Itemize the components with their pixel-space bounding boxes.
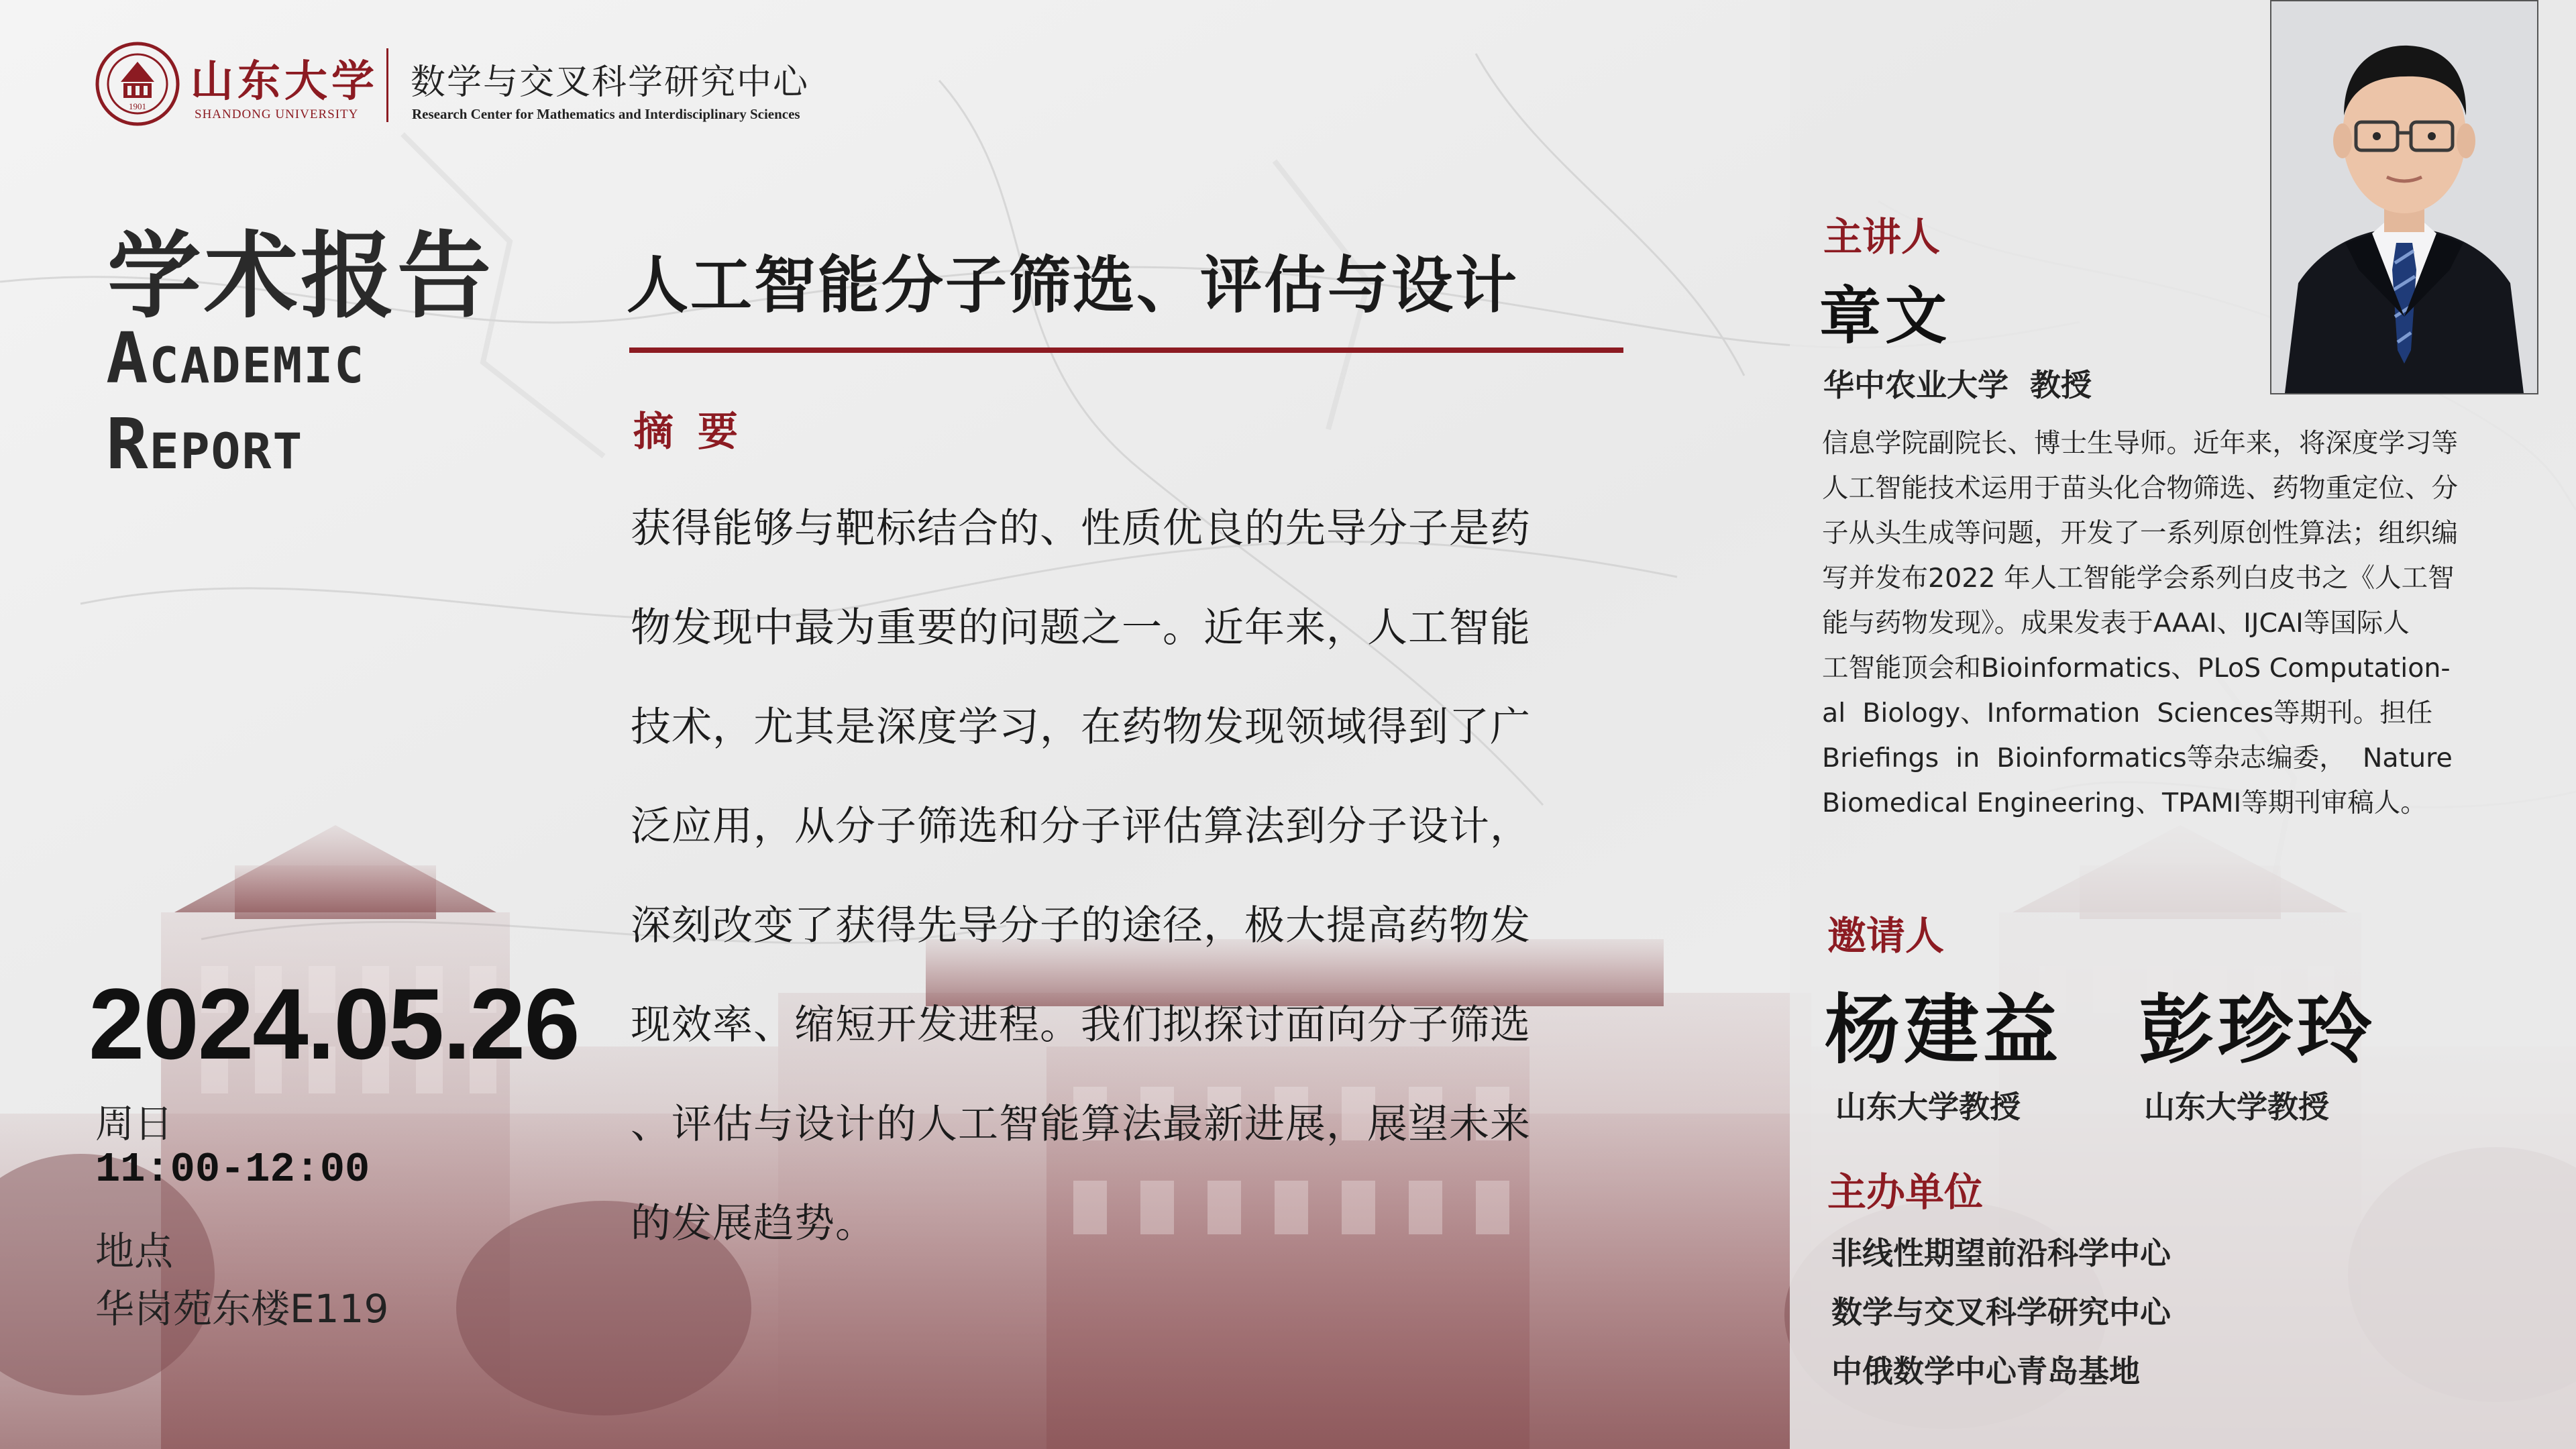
speaker-bio <box>1822 421 2545 826</box>
research-center-name-en: Research Center for Mathematics and Interdisciplinary Sciences <box>412 106 800 122</box>
bio-line: 信息学院副院长、博士生导师。近年来，将深度学习等 <box>1822 428 2458 459</box>
bio-line: 工智能顶会和Bioinformatics、PLoS Computation- <box>1822 653 2451 684</box>
abstract-line: 技术，尤其是深度学习，在药物发现领域得到了广 <box>631 704 1531 751</box>
inviters-label: 邀请人 <box>1827 913 1945 959</box>
event-location: 华岗苑东楼E119 <box>95 1286 389 1332</box>
organizers-label: 主办单位 <box>1827 1169 1984 1215</box>
organizer-item: 中俄数学中心青岛基地 <box>1831 1353 2140 1389</box>
inviter-title: 山东大学教授 <box>1835 1089 2021 1125</box>
bio-line: 能与药物发现》。成果发表于AAAI、IJCAI等国际人 <box>1822 608 2410 639</box>
speaker-affiliation: 华中农业大学 教授 <box>1823 367 2092 403</box>
inviter-name: 彭珍玲 <box>2139 986 2376 1074</box>
academic-report-cn: 学术报告 <box>107 222 494 331</box>
event-date: 2024.05.26 <box>89 967 579 1080</box>
header-divider <box>386 48 388 122</box>
organizer-item: 数学与交叉科学研究中心 <box>1831 1294 2171 1330</box>
inviter-name: 杨建益 <box>1825 986 2062 1074</box>
bio-line: al Biology、Information Sciences等期刊。担任 <box>1822 698 2433 729</box>
speaker-name: 章文 <box>1819 280 1951 352</box>
university-name-cn: 山东大学 <box>191 56 378 107</box>
abstract-line: 、评估与设计的人工智能算法最新进展，展望未来 <box>631 1101 1531 1148</box>
shandong-university-seal-icon <box>95 42 180 126</box>
event-time: 11:00-12:00 <box>95 1146 370 1193</box>
inviter-title: 山东大学教授 <box>2144 1089 2329 1125</box>
speaker-portrait-image <box>2271 1 2537 393</box>
location-label: 地点 <box>95 1228 174 1274</box>
abstract-line: 泛应用，从分子筛选和分子评估算法到分子设计， <box>631 803 1531 850</box>
research-center-name-cn: 数学与交叉科学研究中心 <box>411 62 810 103</box>
event-weekday: 周日 <box>95 1101 174 1146</box>
title-underline <box>629 347 1623 353</box>
university-name-en: SHANDONG UNIVERSITY <box>195 107 359 121</box>
bio-line: 子从头生成等问题，开发了一系列原创性算法；组织编 <box>1822 518 2458 549</box>
organizers-list <box>1831 1224 2171 1401</box>
seal-year: 1901 <box>129 101 146 111</box>
abstract-line: 物发现中最为重要的问题之一。近年来，人工智能 <box>631 604 1531 651</box>
abstract-line: 的发展趋势。 <box>631 1200 876 1247</box>
academic-report-en-line1: Academic <box>106 317 366 399</box>
bio-line: 人工智能技术运用于苗头化合物筛选、药物重定位、分 <box>1822 473 2458 504</box>
bio-line: 写并发布2022 年人工智能学会系列白皮书之《人工智 <box>1822 563 2455 594</box>
bio-line: Biomedical Engineering、TPAMI等期刊审稿人。 <box>1822 788 2427 818</box>
bio-line: Briefings in Bioinformatics等杂志编委， Nature <box>1822 743 2453 773</box>
abstract-body <box>631 479 1630 1273</box>
abstract-line: 深刻改变了获得先导分子的途径，极大提高药物发 <box>631 902 1531 949</box>
speaker-label: 主讲人 <box>1823 214 1941 260</box>
abstract-label: 摘要 <box>633 409 762 455</box>
abstract-line: 获得能够与靶标结合的、性质优良的先导分子是药 <box>631 505 1531 552</box>
academic-report-en-line2: Report <box>106 403 304 485</box>
abstract-line: 现效率、缩短开发进程。我们拟探讨面向分子筛选 <box>631 1002 1531 1049</box>
talk-title: 人工智能分子筛选、评估与设计 <box>627 249 1519 321</box>
organizer-item: 非线性期望前沿科学中心 <box>1831 1235 2171 1271</box>
speaker-photo <box>2270 0 2538 394</box>
